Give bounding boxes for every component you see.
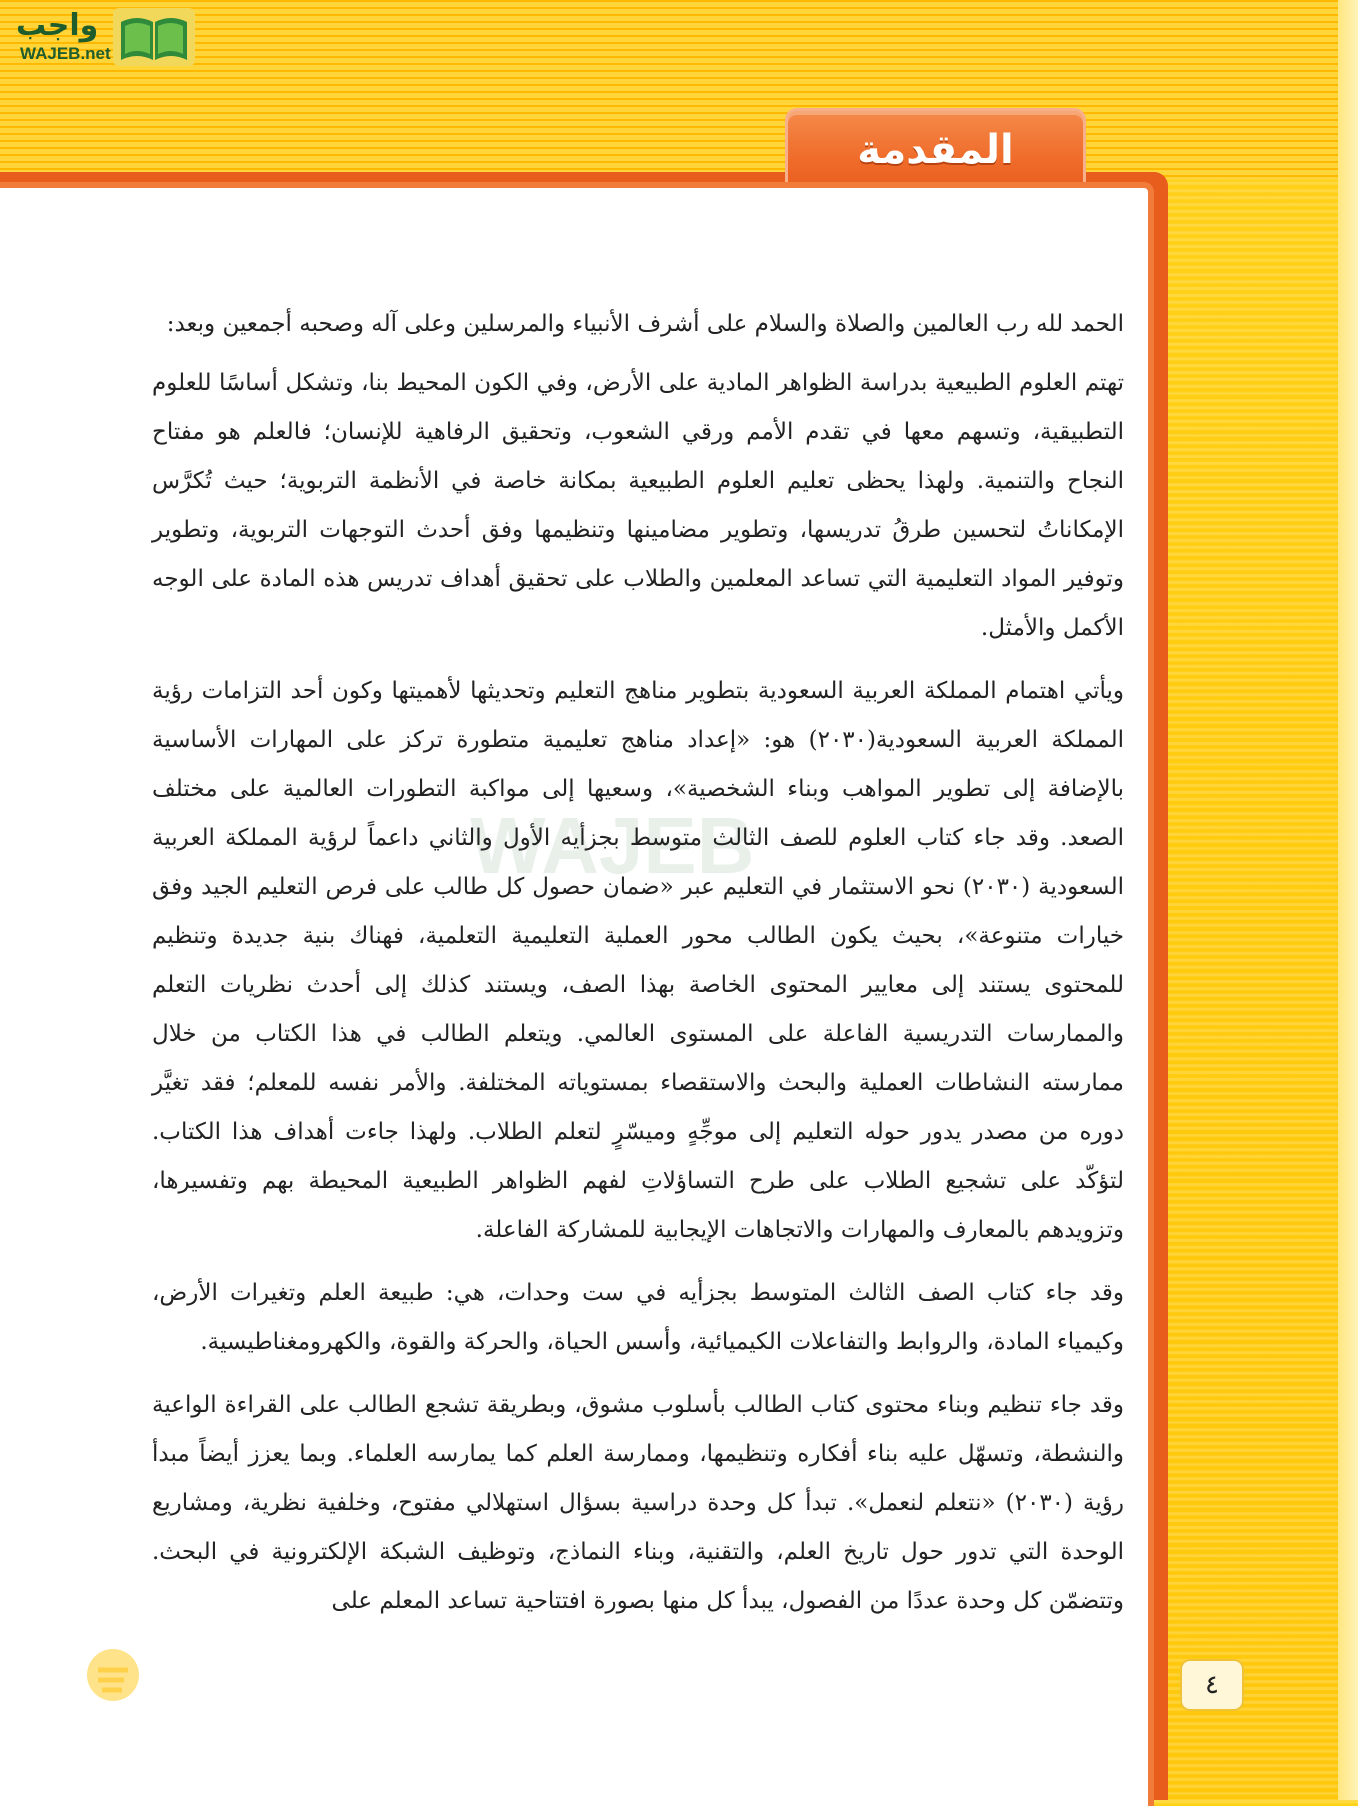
- book-icon: [113, 8, 195, 66]
- page-number: ٤: [1180, 1659, 1244, 1711]
- paragraph-opening: الحمد لله رب العالمين والصلاة والسلام على أشرف الأنبياء والمرسلين وعلى آله وصحبه أجمعين وبعد:: [166, 311, 1124, 337]
- paragraph-vision: ويأتي اهتمام المملكة العربية السعودية بتطوير مناهج التعليم وتحديثها لأهميتها وكون أحد التزامات رؤية المملكة العربية السعودية(٢٠٣٠) هو: «إعداد مناهج تعليمية متطورة تركز على المهارات الأساسية بالإضافة إلى تطوير المواهب وبناء الشخصية»، وسعيها إلى مواكبة التطورات العالمية على مختلف الصعد. وقد جاء كتاب العلوم للصف الثالث متوسط بجزأيه الأول والثاني داعماً لرؤية المملكة العربية السعودية (٢٠٣٠) نحو الاستثمار في التعليم عبر «ضمان حصول كل طالب على فرص التعليم الجيد وفق خيارات متنوعة»، بحيث يكون الطالب محور العملية التعليمية التعلمية، فهناك بنية جديدة وتنظيم للمحتوى يستند إلى معايير المحتوى الخاصة بهذا الصف، ويستند كذلك إلى أحدث نظريات التعلم والممارسات التدريسية الفاعلة على المستوى العالمي. ويتعلم الطالب في هذا الكتاب من خلال ممارسته النشاطات العملية والبحث والاستقصاء بمستوياته المختلفة. والأمر نفسه للمعلم؛ فقد تغيَّر دوره من مصدر يدور حوله التعليم إلى موجِّهٍ وميسّرٍ لتعلم الطلاب. ولهذا جاءت أهداف هذا الكتاب. لتؤكّد على تشجيع الطلاب على طرح التساؤلاتِ لفهم الظواهر الطبيعية المحيطة بهم وتفسيرها، وتزويدهم بالمعارف والمهارات والاتجاهات الإيجابية للمشاركة الفاعلة.: [152, 678, 1124, 1243]
- section-title-tab: [785, 108, 1086, 193]
- paragraph-sciences: تهتم العلوم الطبيعية بدراسة الظواهر المادية على الأرض، وفي الكون المحيط بنا، وتشكل أساسًا للعلوم التطبيقية، وتسهم معها في تقدم الأمم ورقي الشعوب، وتحقيق الرفاهية للإنسان؛ فالعلم هو مفتاح النجاح والتنمية. ولهذا يحظى تعليم العلوم الطبيعية بمكانة خاصة في الأنظمة التربوية؛ حيث تُكرَّس الإمكاناتُ لتحسين طرقُ تدريسها، وتطوير مضامينها وتنظيمها وفق أحدث التوجهات التربوية، وتطوير وتوفير المواد التعليمية التي تساعد المعلمين والطلاب على تحقيق أهداف تدريس هذه المادة على الوجه الأكمل والأمثل.: [152, 370, 1124, 641]
- site-logo[interactable]: [8, 6, 198, 66]
- paragraph-organization: وقد جاء تنظيم وبناء محتوى كتاب الطالب بأسلوب مشوق، وبطريقة تشجع الطالب على القراءة الواعية والنشطة، وتسهّل عليه بناء أفكاره وتنظيمها، وممارسة العلم كما يمارسه العلماء. وبما يعزز أيضاً مبدأ رؤية (٢٠٣٠) «نتعلم لنعمل». تبدأ كل وحدة دراسية بسؤال استهلالي مفتوح، وخلفية نظرية، ومشاريع الوحدة التي تدور حول تاريخ العلم، والتقنية، وبناء النماذج، وتوظيف الشبكة الإلكترونية في البحث. وتتضمّن كل وحدة عددًا من الفصول، يبدأ كل منها بصورة افتتاحية تساعد المعلم على: [152, 1392, 1125, 1614]
- paragraph-units: وقد جاء كتاب الصف الثالث المتوسط بجزأيه في ست وحدات، هي: طبيعة العلم وتغيرات الأرض، وكيمياء المادة، والروابط والتفاعلات الكيميائية، وأسس الحياة، والحركة والقوة، والكهرومغناطيسية.: [152, 1280, 1124, 1355]
- intro-text: [152, 300, 1124, 1640]
- decorative-emblem-icon: [78, 1640, 148, 1710]
- logo-arabic: واجب: [16, 8, 99, 43]
- page-title: المقدمة: [857, 127, 1014, 173]
- logo-latin: WAJEB.net: [20, 44, 111, 63]
- page-edge: [1338, 0, 1358, 1800]
- header-stripes: [0, 0, 1358, 180]
